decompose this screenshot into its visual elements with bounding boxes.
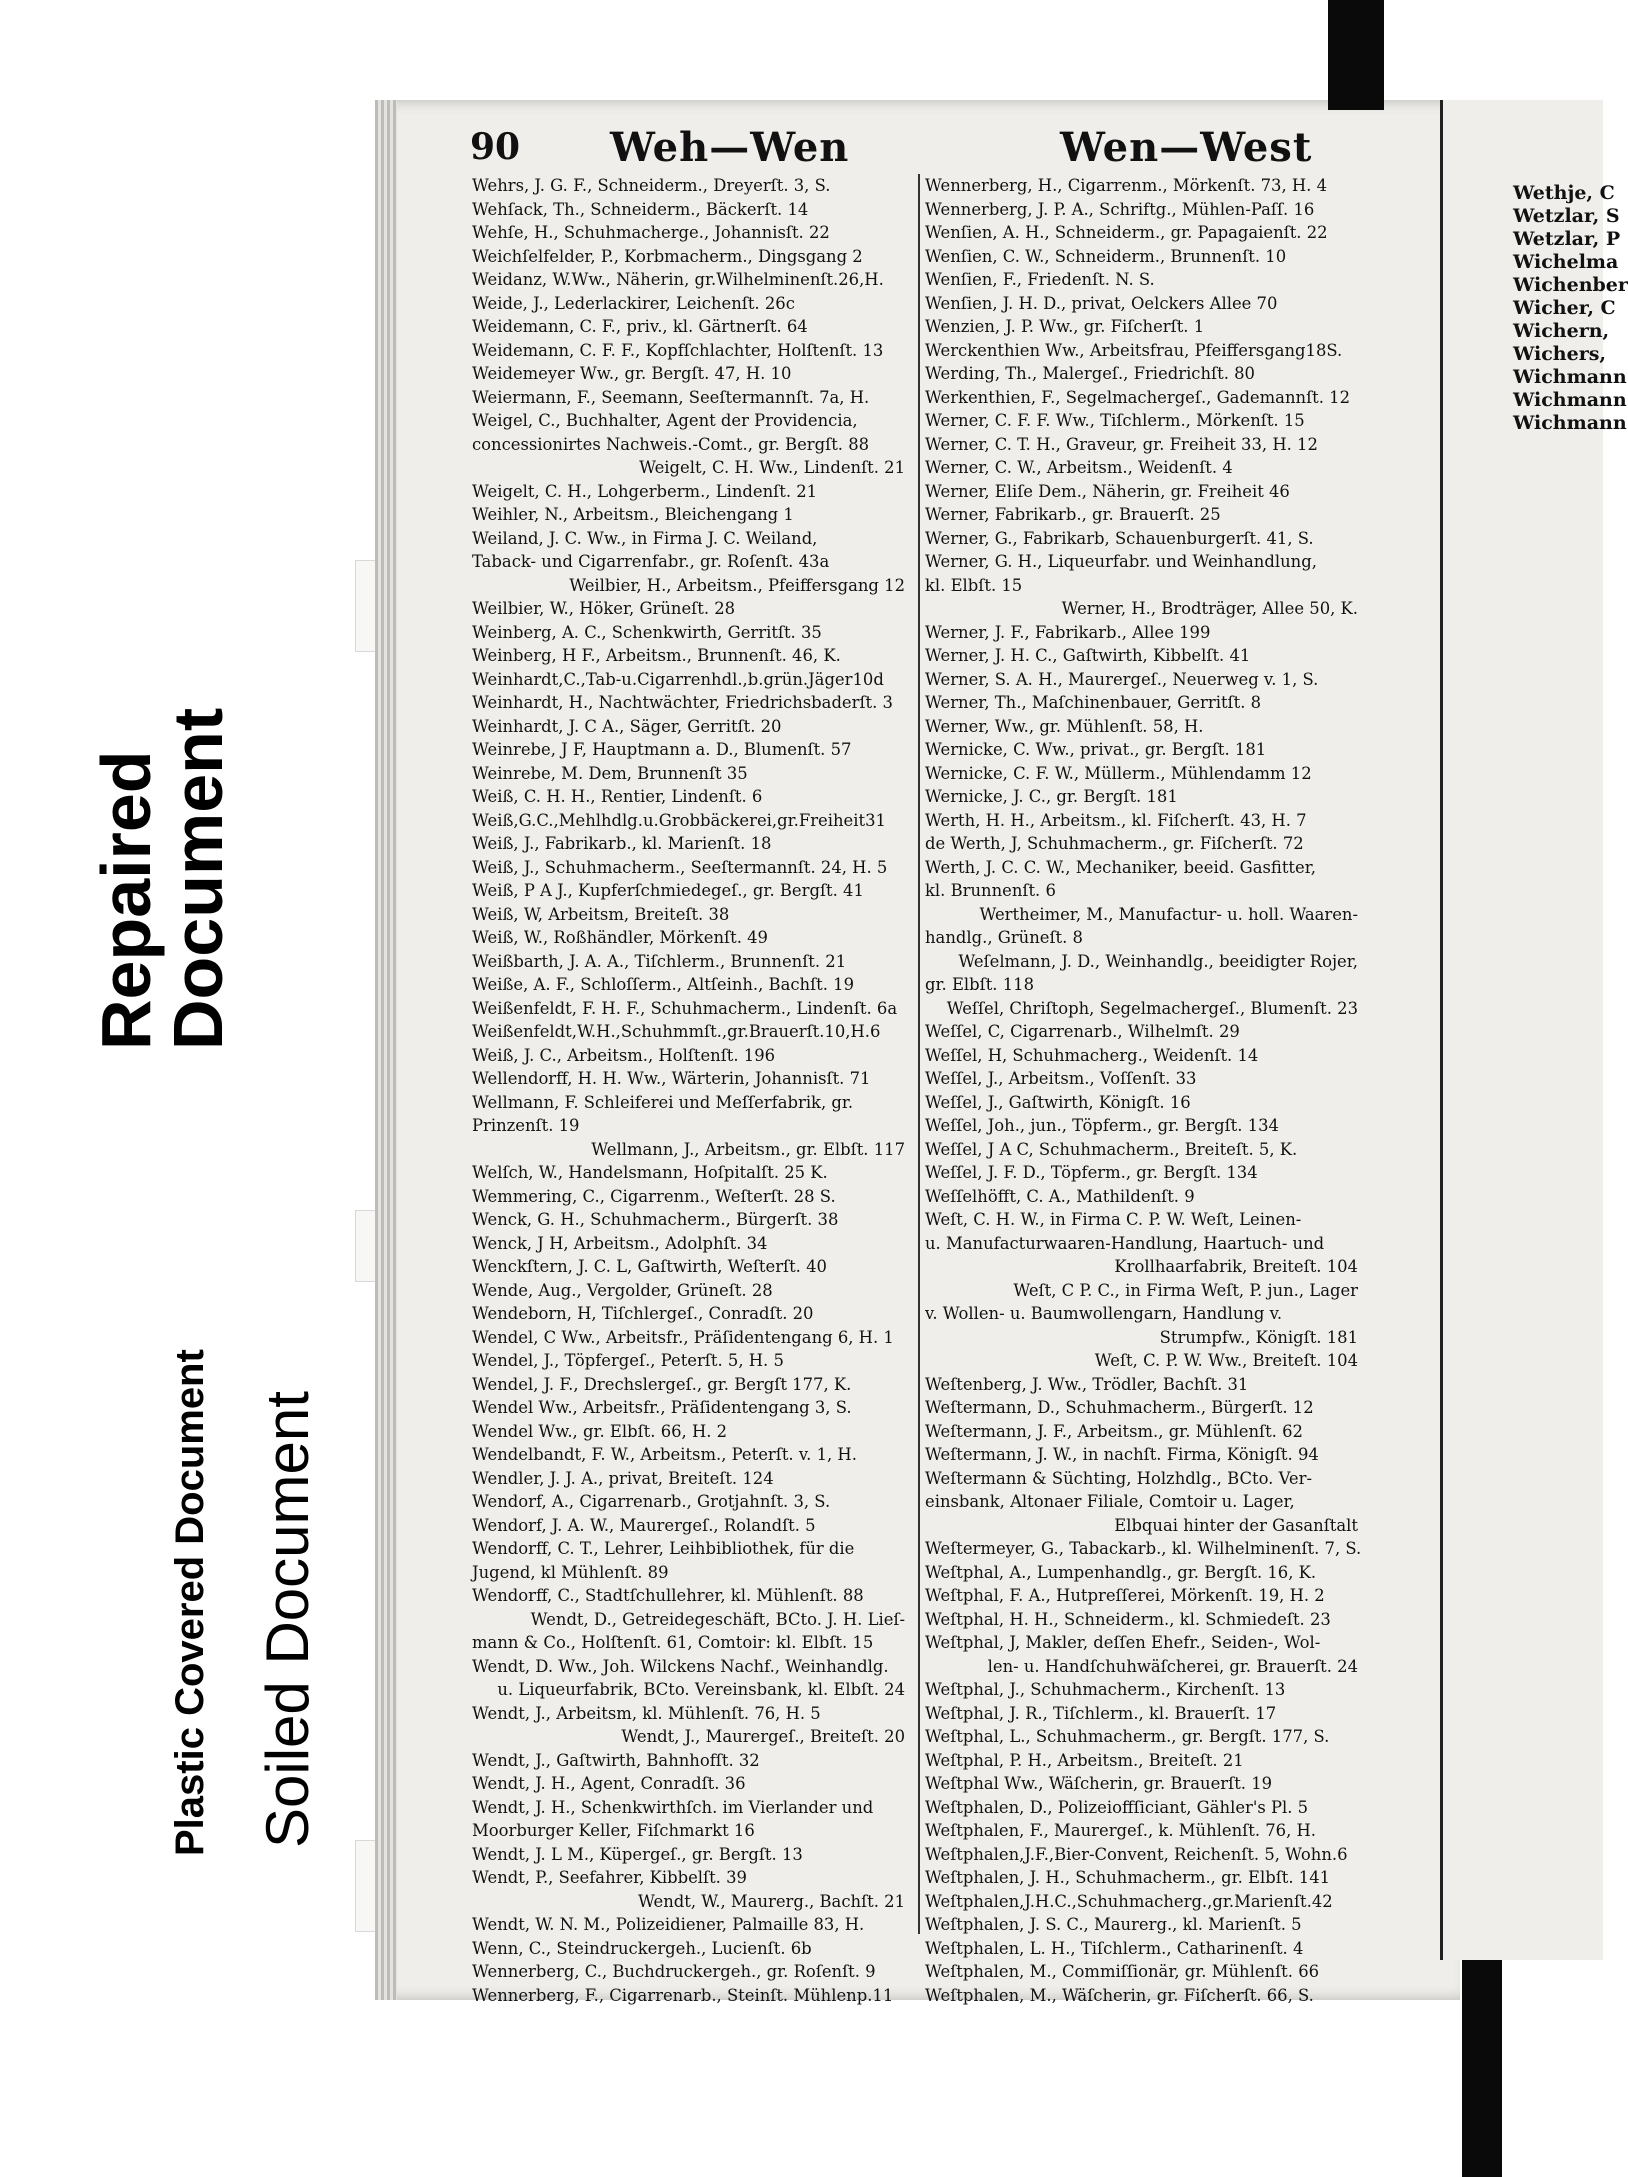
directory-entry: Wendel Ww., Arbeitsfr., Präſidentengang 3, S. [472, 1398, 852, 1417]
directory-entry: Weiß, W., Roßhändler, Mörkenſt. 49 [472, 928, 768, 947]
directory-entry: Weilbier, H., Arbeitsm., Pfeiffersgang 12 [569, 575, 905, 595]
next-page-entry: Wicher, C [1513, 297, 1616, 319]
directory-entry: Weſtermann, J. W., in nachſt. Firma, Königſt. 94 [925, 1445, 1319, 1464]
directory-entry: Wenck, J H, Arbeitsm., Adolphſt. 34 [472, 1233, 768, 1253]
directory-entry: Weihler, N., Arbeitsm., Bleichengang 1 [472, 505, 794, 524]
next-page-entry: Wichern, [1513, 320, 1610, 342]
directory-entry: Prinzenſt. 19 [472, 1116, 580, 1135]
directory-entry: Strumpfw., Königſt. 181 [1159, 1327, 1358, 1347]
directory-entry: Werner, G., Fabrikarb, Schauenburgerſt. 41, S. [925, 528, 1314, 548]
directory-entry: Wendt, J., Maurergeſ., Breiteſt. 20 [621, 1727, 905, 1746]
column-divider [918, 174, 920, 1934]
next-page-entry: Wetzlar, P [1513, 228, 1621, 250]
directory-entry: len- u. Handſchuhwäſcherei, gr. Brauerſt. 24 [987, 1656, 1358, 1676]
directory-entry: Weſtphal, J. R., Tiſchlerm., kl. Brauerſt. 17 [925, 1703, 1277, 1723]
directory-entry: Weidanz, W.Ww., Näherin, gr.Wilhelminenſt.26,H. [472, 270, 884, 289]
directory-entry: Weſſelhöfft, C. A., Mathildenſt. 9 [925, 1186, 1195, 1206]
directory-entry: Werth, J. C. C. W., Mechaniker, beeid. Gasfitter, [925, 857, 1316, 877]
directory-entry: Wellendorff, H. H. Ww., Wärterin, Johannisſt. 71 [472, 1069, 871, 1088]
directory-entry: Weſtenberg, J. Ww., Trödler, Bachſt. 31 [925, 1374, 1249, 1394]
directory-entry: Weſſel, H, Schuhmacherg., Weidenſt. 14 [925, 1045, 1259, 1065]
next-page-entry: Wichmann [1513, 412, 1627, 434]
next-page-entry: Wichenber [1513, 274, 1628, 296]
directory-entry: Weiß, W, Arbeitsm, Breiteſt. 38 [472, 904, 730, 924]
directory-entry: kl. Brunnenſt. 6 [925, 881, 1056, 900]
directory-entry: Wendorff, C. T., Lehrer, Leihbibliothek, für die [472, 1539, 855, 1558]
running-head-right: Wen—West [1060, 124, 1313, 171]
directory-entry: Weſtphalen,J.F.,Bier-Convent, Reichenſt. 5, Wohn.6 [925, 1844, 1348, 1864]
directory-entry: Werner, J. F., Fabrikarb., Allee 199 [925, 622, 1211, 642]
directory-entry: Weißbarth, J. A. A., Tiſchlerm., Brunnenſt. 21 [472, 951, 847, 971]
directory-entry: Weſtphal Ww., Wäſcherin, gr. Brauerſt. 19 [925, 1774, 1273, 1793]
directory-entry: Weiß, P A J., Kupferſchmiedegeſ., gr. Bergſt. 41 [472, 881, 864, 900]
directory-entry: Weſt, C. H. W., in Firma C. P. W. Weſt, Leinen- [925, 1210, 1302, 1229]
directory-entry: Wenſien, A. H., Schneiderm., gr. Papagaienſt. 22 [925, 223, 1328, 242]
directory-entry: Wendt, J., Gaſtwirth, Bahnhofſt. 32 [472, 1750, 760, 1770]
directory-entry: Werner, C. T. H., Graveur, gr. Freiheit 33, H. 12 [925, 434, 1318, 454]
directory-entry: Werth, H. H., Arbeitsm., kl. Fiſcherſt. 43, H. 7 [925, 810, 1307, 830]
directory-entry: Weigelt, C. H., Lohgerberm., Lindenſt. 21 [472, 481, 818, 501]
directory-entry: Weiß,G.C.,Mehlhdlg.u.Grobbäckerei,gr.Freiheit31 [472, 810, 886, 830]
directory-entry: u. Liqueurfabrik, BCto. Vereinsbank, kl. Elbſt. 24 [497, 1680, 905, 1699]
directory-entry: Wehſack, Th., Schneiderm., Bäckerſt. 14 [472, 199, 809, 219]
directory-entry: Wendt, J., Arbeitsm, kl. Mühlenſt. 76, H. 5 [472, 1703, 821, 1723]
directory-entry: Weiland, J. C. Ww., in Firma J. C. Weiland, [472, 528, 818, 548]
directory-entry: Wernicke, C. F. W., Müllerm., Mühlendamm 12 [925, 763, 1312, 783]
directory-entry: Weſtermann, D., Schuhmacherm., Bürgerſt. 12 [925, 1398, 1314, 1417]
directory-entry: Wendel, J. F., Drechslergeſ., gr. Bergſt 177, K. [472, 1374, 852, 1394]
directory-entry: Wenck, G. H., Schuhmacherm., Bürgerſt. 38 [472, 1210, 839, 1229]
directory-entry: Weſtphal, J, Makler, deſſen Ehefr., Seiden-, Wol- [925, 1633, 1321, 1652]
directory-entry: Weinhardt,C.,Tab-u.Cigarrenhdl.,b.grün.Jäger10d [472, 669, 884, 689]
directory-entry: v. Wollen- u. Baumwollengarn, Handlung v. [925, 1304, 1283, 1323]
directory-entry: Wenn, C., Steindruckergeh., Lucienſt. 6b [472, 1938, 812, 1958]
directory-entry: Wendt, D. Ww., Joh. Wilckens Nachf., Weinhandlg. [472, 1656, 889, 1676]
directory-entry: Weſtermann, J. F., Arbeitsm., gr. Mühlenſt. 62 [925, 1421, 1303, 1441]
next-page-entry: Wichers, [1513, 343, 1607, 365]
directory-entry: Werding, Th., Malergeſ., Friedrichſt. 80 [925, 364, 1255, 383]
directory-entry: Wendler, J. J. A., privat, Breiteſt. 124 [472, 1468, 774, 1488]
directory-entry: Wenſien, J. H. D., privat, Oelckers Allee 70 [925, 293, 1278, 313]
directory-entry: Weſſel, J. F. D., Töpferm., gr. Bergſt. 134 [925, 1163, 1258, 1182]
directory-entry: Wertheimer, M., Manufactur- u. holl. Waaren- [979, 904, 1358, 924]
directory-entry: Werner, Ww., gr. Mühlenſt. 58, H. [925, 716, 1204, 736]
directory-entry: Wendt, J. H., Agent, Conradſt. 36 [472, 1774, 746, 1793]
directory-entry: Weiß, J. C., Arbeitsm., Holſtenſt. 196 [472, 1045, 776, 1065]
plastic-covered-label: Plastic Covered Document [168, 1349, 212, 1856]
directory-entry: Wendt, W., Maurerg., Bachſt. 21 [638, 1891, 905, 1911]
directory-entry: Jugend, kl Mühlenſt. 89 [472, 1562, 669, 1582]
directory-entry: Werkenthien, F., Segelmachergeſ., Gademannſt. 12 [925, 387, 1350, 407]
directory-entry: Weſtphalen,J.H.C.,Schuhmacherg.,gr.Marienſt.42 [925, 1891, 1333, 1911]
directory-entry: Weſtermann & Süchting, Holzhdlg., BCto. Ver- [925, 1468, 1312, 1488]
directory-entry: gr. Elbſt. 118 [925, 975, 1035, 994]
directory-entry: Weiße, A. F., Schloſſerm., Altſeinh., Bachſt. 19 [472, 975, 855, 994]
directory-entry: Weſt, C P. C., in Firma Weſt, P. jun., Lager [1013, 1280, 1358, 1300]
directory-entry: Weſtphal, P. H., Arbeitsm., Breiteſt. 21 [925, 1750, 1244, 1770]
directory-entry: Werner, Th., Maſchinenbauer, Gerritſt. 8 [925, 693, 1262, 712]
directory-entry: Weinrebe, M. Dem, Brunnenſt 35 [472, 763, 748, 783]
directory-entry: Weſtphalen, J. S. C., Maurerg., kl. Marienſt. 5 [925, 1915, 1302, 1934]
next-page-entry: Wichelma [1513, 251, 1619, 273]
directory-entry: Wennerberg, J. P. A., Schriftg., Mühlen-Paſſ. 16 [925, 199, 1315, 219]
directory-entry: Krollhaarfabrik, Breiteſt. 104 [1114, 1257, 1358, 1276]
repaired-document-label: Repaired Document [87, 707, 237, 1050]
directory-entry: Weſſel, C, Cigarrenarb., Wilhelmſt. 29 [925, 1022, 1240, 1041]
soiled-document-label: Soiled Document [254, 1391, 321, 1848]
directory-entry: Werner, G. H., Liqueurfabr. und Weinhandlung, [925, 552, 1317, 571]
directory-entry: Weſtphalen, D., Polizeioffſiciant, Gähler's Pl. 5 [925, 1797, 1309, 1817]
directory-entry: Weſtphal, F. A., Hutpreſſerei, Mörkenſt. 19, H. 2 [925, 1586, 1325, 1605]
directory-entry: Wernicke, C. Ww., privat., gr. Bergſt. 181 [925, 740, 1267, 759]
directory-entry: Weigelt, C. H. Ww., Lindenſt. 21 [639, 458, 905, 477]
directory-entry: Weidemann, C. F., priv., kl. Gärtnerſt. 64 [472, 317, 808, 336]
directory-entry: Weißenfeldt, F. H. F., Schuhmacherm., Lindenſt. 6a [472, 998, 898, 1018]
directory-entry: Wernicke, J. C., gr. Bergſt. 181 [925, 787, 1178, 806]
directory-entry: Weiermann, F., Seemann, Seeſtermannſt. 7a, H. [472, 387, 870, 407]
directory-entry: Weinhardt, J. C A., Säger, Gerritſt. 20 [472, 716, 782, 736]
directory-entry: Werner, Fabrikarb., gr. Brauerſt. 25 [925, 505, 1221, 524]
directory-entry: Wenſien, F., Friedenſt. N. S. [925, 270, 1155, 289]
directory-entry: Weſtermeyer, G., Tabackarb., kl. Wilhelminenſt. 7, S. [925, 1539, 1362, 1558]
directory-entry: Wendt, J. L M., Küpergeſ., gr. Bergſt. 13 [472, 1844, 803, 1864]
scanner-bar-bottom [1462, 1960, 1502, 2177]
directory-entry: Werner, C. W., Arbeitsm., Weidenſt. 4 [925, 458, 1233, 477]
directory-entry: Weinrebe, J F, Hauptmann a. D., Blumenſt. 57 [472, 740, 852, 759]
page-number: 90 [470, 126, 521, 168]
directory-entry: Wendeborn, H, Tiſchlergeſ., Conradſt. 20 [472, 1304, 814, 1323]
directory-entry: Weinhardt, H., Nachtwächter, Friedrichsbaderſt. 3 [472, 693, 893, 712]
directory-entry: Weide, J., Lederlackirer, Leichenſt. 26c [472, 293, 795, 313]
directory-entry: Weidemann, C. F. F., Kopfſchlachter, Holſtenſt. 13 [472, 340, 884, 360]
directory-entry: Wendel, J., Töpfergeſ., Peterſt. 5, H. 5 [472, 1351, 784, 1370]
directory-entry: kl. Elbſt. 15 [925, 575, 1023, 595]
directory-entry: Wendorf, A., Cigarrenarb., Grotjahnſt. 3, S. [472, 1492, 831, 1511]
directory-entry: Wenzien, J. P. Ww., gr. Fiſcherſt. 1 [925, 317, 1205, 336]
scanner-bar-top [1328, 0, 1384, 110]
directory-entry: Wendt, J. H., Schenkwirthſch. im Vierlander und [472, 1797, 874, 1817]
next-page-fragment [1440, 100, 1628, 1960]
next-page-entry: Wethje, C [1513, 182, 1615, 204]
directory-entry: Taback- und Cigarrenfabr., gr. Roſenſt. 43a [472, 552, 830, 571]
directory-entry: Weißenfeldt,W.H.,Schuhmmſt.,gr.Brauerſt.10,H.6 [472, 1022, 881, 1041]
directory-entry: Werner, C. F. F. Ww., Tiſchlerm., Mörkenſt. 15 [925, 411, 1305, 430]
directory-entry: Weſt, C. P. W. Ww., Breiteſt. 104 [1094, 1351, 1358, 1370]
directory-entry: Wenſien, C. W., Schneiderm., Brunnenſt. 10 [925, 246, 1287, 266]
directory-entry: einsbank, Altonaer Filiale, Comtoir u. Lager, [925, 1492, 1295, 1511]
directory-entry: Weilbier, W., Höker, Grüneſt. 28 [472, 599, 736, 618]
directory-entry: Weiß, C. H. H., Rentier, Lindenſt. 6 [472, 787, 763, 806]
directory-column-right [925, 174, 1370, 2007]
directory-entry: de Werth, J, Schuhmacherm., gr. Fiſcherſt. 72 [925, 834, 1304, 853]
directory-entry: Weſtphal, H. H., Schneiderm., kl. Schmiedeſt. 23 [925, 1609, 1331, 1629]
directory-entry: Wennerberg, H., Cigarrenm., Mörkenſt. 73, H. 4 [925, 176, 1328, 195]
directory-entry: Wellmann, J., Arbeitsm., gr. Elbſt. 117 [591, 1139, 905, 1159]
directory-entry: Weidemeyer Ww., gr. Bergſt. 47, H. 10 [472, 364, 792, 383]
running-head-left: Weh—Wen [610, 124, 850, 171]
directory-entry: Weſſel, Chriſtoph, Segelmachergeſ., Blumenſt. 23 [946, 998, 1358, 1018]
directory-entry: Weſtphal, L., Schuhmacherm., gr. Bergſt. 177, S. [925, 1727, 1330, 1746]
next-page-entry: Wichmann [1513, 366, 1627, 388]
directory-entry: Werner, Eliſe Dem., Näherin, gr. Freiheit 46 [925, 481, 1290, 501]
directory-entry: Wemmering, C., Cigarrenm., Weſterſt. 28 S. [472, 1186, 836, 1206]
directory-entry: Weiß, J., Schuhmacherm., Seeſtermannſt. 24, H. 5 [472, 857, 888, 877]
directory-entry: Werner, S. A. H., Maurergeſ., Neuerweg v. 1, S. [925, 669, 1319, 689]
directory-entry: Wendorf, J. A. W., Maurergeſ., Rolandſt. 5 [472, 1515, 816, 1535]
directory-entry: Weſtphalen, L. H., Tiſchlerm., Catharinenſt. 4 [925, 1938, 1304, 1958]
directory-entry: handlg., Grüneſt. 8 [925, 928, 1083, 947]
directory-entry: Elbquai hinter der Gasanſtalt [1114, 1515, 1358, 1535]
directory-entry: u. Manufacturwaaren-Handlung, Haartuch- und [925, 1233, 1325, 1253]
directory-entry: Wennerberg, C., Buchdruckergeh., gr. Roſenſt. 9 [472, 1962, 876, 1981]
directory-entry: Weſtphalen, F., Maurergeſ., k. Mühlenſt. 76, H. [925, 1821, 1317, 1840]
directory-entry: Wendt, P., Seefahrer, Kibbelſt. 39 [472, 1868, 747, 1887]
directory-entry: Wenckſtern, J. C. L, Gaſtwirth, Weſterſt. 40 [472, 1257, 827, 1276]
next-page-entry: Wichmann [1513, 389, 1627, 411]
directory-entry: Weſſel, J A C, Schuhmacherm., Breiteſt. 5, K. [925, 1139, 1298, 1159]
directory-entry: Weſſel, J., Arbeitsm., Voſſenſt. 33 [925, 1069, 1197, 1088]
directory-entry: Weſtphalen, M., Wäſcherin, gr. Fiſcherſt. 66, S. [925, 1985, 1314, 2005]
directory-entry: Werckenthien Ww., Arbeitsfrau, Pfeiffersgang18S. [925, 340, 1343, 360]
directory-entry: Weſſel, Joh., jun., Töpferm., gr. Bergſt. 134 [925, 1116, 1279, 1135]
directory-entry: Weichſelfelder, P., Korbmacherm., Dingsgang 2 [472, 246, 863, 266]
directory-entry: Werner, J. H. C., Gaſtwirth, Kibbelſt. 41 [925, 646, 1251, 665]
directory-entry: Wendt, W. N. M., Polizeidiener, Palmaille 83, H. [472, 1915, 865, 1934]
directory-entry: Werner, H., Brodträger, Allee 50, K. [1061, 599, 1358, 618]
directory-entry: Weigel, C., Buchhalter, Agent der Providencia, [472, 411, 858, 430]
directory-entry: Wendorff, C., Stadtſchullehrer, kl. Mühlenſt. 88 [472, 1586, 864, 1605]
directory-entry: Weinberg, A. C., Schenkwirth, Gerritſt. 35 [472, 622, 822, 642]
directory-entry: Weſelmann, J. D., Weinhandlg., beeidigter Rojer, [958, 951, 1358, 971]
directory-entry: Weſtphalen, M., Commiſſionär, gr. Mühlenſt. 66 [925, 1962, 1320, 1981]
directory-entry: Weſtphal, J., Schuhmacherm., Kirchenſt. 13 [925, 1680, 1286, 1699]
next-page-entry: Wetzlar, S [1513, 205, 1620, 227]
directory-entry: Wendel Ww., gr. Elbſt. 66, H. 2 [472, 1421, 728, 1441]
directory-entry: Wendelbandt, F. W., Arbeitsm., Peterſt. v. 1, H. [472, 1445, 857, 1464]
directory-entry: Weinberg, H F., Arbeitsm., Brunnenſt. 46, K. [472, 646, 841, 665]
directory-entry: Wendt, D., Getreidegeschäft, BCto. J. H. Lieſ- [530, 1609, 905, 1629]
directory-entry: Wendel, C Ww., Arbeitsfr., Präſidentengang 6, H. 1 [472, 1327, 894, 1347]
directory-entry: Wellmann, F. Schleiferei und Meſſerfabrik, gr. [472, 1092, 854, 1112]
directory-entry: Weiß, J., Fabrikarb., kl. Marienſt. 18 [472, 834, 772, 853]
directory-entry: Weſtphal, A., Lumpenhandlg., gr. Bergſt. 16, K. [925, 1562, 1317, 1582]
directory-entry: Wende, Aug., Vergolder, Grüneſt. 28 [472, 1280, 773, 1300]
directory-entry: Wehrs, J. G. F., Schneiderm., Dreyerſt. 3, S. [472, 176, 831, 195]
directory-entry: Welſch, W., Handelsmann, Hoſpitalſt. 25 K. [472, 1163, 828, 1182]
directory-column-left [472, 174, 917, 2007]
page-edge [375, 100, 397, 2000]
directory-entry: mann & Co., Holſtenſt. 61, Comtoir: kl. Elbſt. 15 [472, 1633, 874, 1652]
directory-entry: Weſtphalen, J. H., Schuhmacherm., gr. Elbſt. 141 [925, 1868, 1331, 1887]
directory-entry: Weſſel, J., Gaſtwirth, Königſt. 16 [925, 1092, 1191, 1112]
directory-entry: concessionirtes Nachweis.-Comt., gr. Bergſt. 88 [472, 434, 870, 454]
directory-entry: Wennerberg, F., Cigarrenarb., Steinſt. Mühlenp.11 [472, 1985, 894, 2005]
directory-entry: Wehſe, H., Schuhmacherge., Johannisſt. 22 [472, 223, 830, 242]
directory-entry: Moorburger Keller, Fiſchmarkt 16 [472, 1821, 755, 1840]
